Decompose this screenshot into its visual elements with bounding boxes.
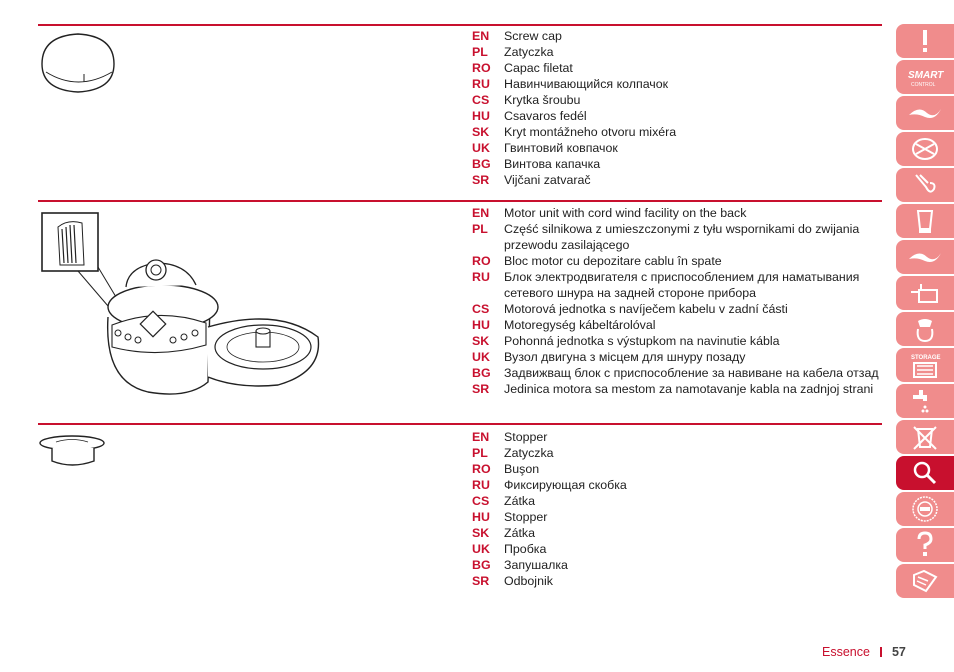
translation-row: HU Motoregység kábeltárolóval — [472, 318, 656, 332]
translation-row: RO Buşon — [472, 462, 540, 476]
translation-row: SR Odbojnik — [472, 574, 553, 588]
tab-grater[interactable] — [896, 276, 954, 310]
smart-control-icon — [905, 65, 945, 89]
translation-row: BG Запушалка — [472, 558, 568, 572]
page-number: 57 — [891, 645, 906, 659]
section-divider-3 — [38, 423, 882, 425]
tab-smart-control[interactable] — [896, 60, 954, 94]
question-icon — [913, 531, 937, 559]
translation-row: UK Пробка — [472, 542, 547, 556]
translation-row: PL Zatyczka — [472, 446, 554, 460]
translation-row: PL Część silnikowa z umieszczonymi z tyłu wspornikami do zwijania przewodu zasilającego — [472, 222, 860, 252]
translation-row: UK Гвинтовий ковпачок — [472, 141, 618, 155]
tab-recipes[interactable] — [896, 564, 954, 598]
blender-jug-icon — [912, 207, 938, 235]
translation-row: SK Kryt montážneho otvoru mixéra — [472, 125, 677, 139]
translation-row: CS Zátka — [472, 494, 535, 508]
tab-blade[interactable] — [896, 96, 954, 130]
juicer-icon — [910, 315, 940, 343]
blade-icon — [905, 101, 945, 125]
footer-separator — [880, 647, 882, 657]
translation-row: RU Навинчивающийся колпачок — [472, 77, 669, 91]
section-divider-2 — [38, 200, 882, 202]
page-footer — [822, 645, 906, 659]
translation-row: CS Krytka šroubu — [472, 93, 581, 107]
tab-blender-jug[interactable] — [896, 204, 954, 238]
tab-environment[interactable] — [896, 420, 954, 454]
tab-troubleshooting[interactable] — [896, 456, 954, 490]
tab-kneading-hooks[interactable] — [896, 168, 954, 202]
translation-row: CS Motorová jednotka s navíječem kabelu v zadní části — [472, 302, 788, 316]
translation-row: RO Bloc motor cu depozitare cablu în spate — [472, 254, 722, 268]
translation-row: SR Jedinica motora sa mestom za namotavanje kabla na zadnjoj strani — [472, 382, 874, 396]
search-icon — [911, 459, 939, 487]
svg-text:SMART: SMART — [908, 70, 944, 81]
stopper-illustration — [38, 433, 118, 473]
exclamation-icon — [913, 28, 937, 54]
translation-row: BG Винтова капачка — [472, 157, 601, 171]
translation-row: RO Capac filetat — [472, 61, 573, 75]
guarantee-seal-icon — [910, 494, 940, 524]
grater-icon — [907, 280, 943, 306]
section-motor-unit — [38, 205, 882, 420]
motor-unit-illustration — [38, 207, 338, 407]
footer-brand: Essence — [822, 645, 870, 659]
section-screw-cap — [38, 28, 882, 198]
translation-row: SK Zátka — [472, 526, 535, 540]
translation-row: BG Задвижващ блок с приспособление за навиване на кабела отзад — [472, 366, 879, 380]
tab-whisk-disc[interactable] — [896, 132, 954, 166]
stopper-translations — [472, 429, 884, 589]
translation-row: UK Вузол двигуна з місцем для шнуру позаду — [472, 350, 746, 364]
disposal-icon — [910, 423, 940, 451]
storage-icon — [908, 351, 942, 379]
translation-row: HU Stopper — [472, 510, 548, 524]
translation-row: RU Блок электродвигателя с приспособлением для наматывания сетевого шнура на задней стороне прибора — [472, 270, 860, 300]
tab-cleaning[interactable] — [896, 384, 954, 418]
kneading-hooks-icon — [910, 171, 940, 199]
svg-text:STORAGE: STORAGE — [911, 355, 941, 361]
translation-row: SK Pohonná jednotka s výstupkom na navinutie kábla — [472, 334, 780, 348]
translation-row: HU Csavaros fedél — [472, 109, 587, 123]
tab-juicer[interactable] — [896, 312, 954, 346]
slicing-blade-icon — [905, 245, 945, 269]
whisk-disc-icon — [910, 136, 940, 162]
tab-guarantee[interactable] — [896, 492, 954, 526]
tab-faq[interactable] — [896, 528, 954, 562]
recipe-book-icon — [910, 567, 940, 595]
tab-safety[interactable] — [896, 24, 954, 58]
translation-row: EN Stopper — [472, 430, 548, 444]
translation-row: SR Vijčani zatvarač — [472, 173, 591, 187]
motor-unit-translations — [472, 205, 884, 397]
svg-text:CONTROL: CONTROL — [911, 82, 936, 88]
tab-slicing-blade[interactable] — [896, 240, 954, 274]
translation-row: PL Zatyczka — [472, 45, 554, 59]
section-stopper — [38, 429, 882, 599]
translation-row: EN Screw cap — [472, 29, 562, 43]
screw-cap-translations — [472, 28, 884, 188]
tab-storage[interactable] — [896, 348, 954, 382]
translation-row: RU Фиксирующая скобка — [472, 478, 627, 492]
tap-icon — [909, 387, 941, 415]
section-divider-top — [38, 24, 882, 26]
translation-row: EN Motor unit with cord wind facility on the back — [472, 206, 747, 220]
screw-cap-illustration — [38, 28, 128, 98]
